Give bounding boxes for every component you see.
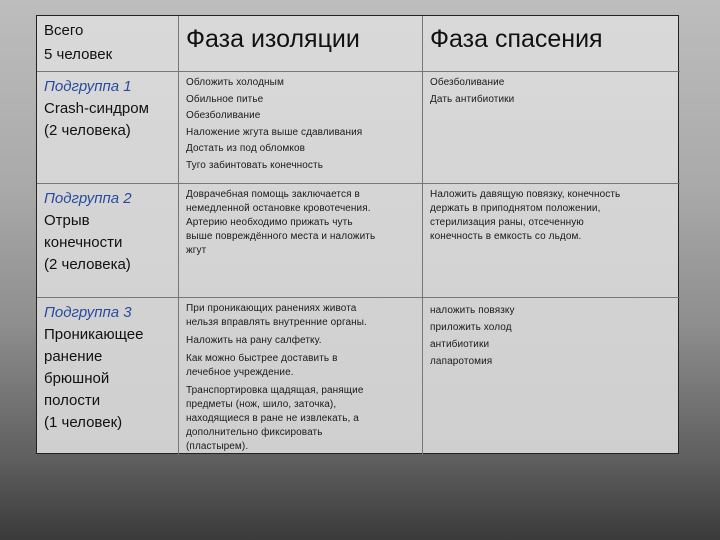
group-count: (2 человека) xyxy=(44,122,131,139)
isolation-item: Достать из под обломков xyxy=(186,143,306,154)
group-desc: Проникающее xyxy=(44,326,144,343)
isolation-text-line: находящиеся в ране не извлекать, а xyxy=(186,413,359,424)
row-3-isolation xyxy=(179,298,423,455)
rescue-text-line: конечность в емкость со льдом. xyxy=(430,231,582,242)
total-label: Всего xyxy=(44,22,84,39)
subgroup-label: Подгруппа 3 xyxy=(44,304,132,321)
isolation-item: Обложить холодным xyxy=(186,77,284,88)
group-desc: конечности xyxy=(44,234,123,251)
treatment-table xyxy=(36,15,679,454)
rescue-text-line: стерилизация раны, отсеченную xyxy=(430,217,584,228)
isolation-item: Туго забинтовать конечность xyxy=(186,159,324,171)
group-desc: ранение xyxy=(44,348,103,365)
isolation-text-line: Артерию необходимо прижать чуть xyxy=(186,217,353,228)
group-count: (2 человека) xyxy=(44,256,131,273)
total-count: 5 человек xyxy=(44,46,113,63)
isolation-text-line: Транспортировка щадящая, ранящие xyxy=(186,385,364,396)
isolation-text-line: немедленной остановке кровотечения. xyxy=(186,203,371,214)
group-desc: брюшной xyxy=(44,370,110,387)
row-3-group xyxy=(37,298,179,455)
isolation-text-line: нельзя вправлять внутренние органы. xyxy=(186,317,367,328)
rescue-item: приложить холод xyxy=(430,322,512,333)
isolation-text-line: дополнительно фиксировать xyxy=(186,427,323,438)
row-1-rescue xyxy=(423,72,680,184)
group-desc: полости xyxy=(44,392,101,409)
rescue-item: наложить повязку xyxy=(430,305,515,316)
isolation-text-line: Как можно быстрее доставить в xyxy=(186,353,338,364)
row-2-rescue xyxy=(423,184,680,298)
row-2-group xyxy=(37,184,179,298)
header-rescue: Фаза спасения xyxy=(423,16,680,72)
group-desc: Crash-синдром xyxy=(44,100,149,117)
isolation-item: Обильное питье xyxy=(186,93,264,105)
row-3-rescue xyxy=(423,298,680,455)
group-count: (1 человек) xyxy=(44,414,123,431)
isolation-text-line: выше повреждённого места и наложить xyxy=(186,231,376,242)
isolation-text-line: лечебное учреждение. xyxy=(186,367,294,378)
isolation-text-line: Доврачебная помощь заключается в xyxy=(186,189,360,200)
row-2-isolation xyxy=(179,184,423,298)
subgroup-label: Подгруппа 1 xyxy=(44,78,132,95)
rescue-item: лапаротомия xyxy=(430,356,493,367)
rescue-text-line: Наложить давящую повязку, конечность xyxy=(430,189,621,200)
subgroup-label: Подгруппа 2 xyxy=(44,190,132,207)
isolation-item: Наложение жгута выше сдавливания xyxy=(186,126,363,138)
rescue-item: антибиотики xyxy=(430,339,490,350)
isolation-item: Обезболивание xyxy=(186,110,261,121)
isolation-text-line: При проникающих ранениях живота xyxy=(186,303,357,314)
isolation-text-line: предметы (нож, шило, заточка), xyxy=(186,399,337,410)
header-isolation: Фаза изоляции xyxy=(179,16,423,72)
row-1-group xyxy=(37,72,179,184)
isolation-text-line: Наложить на рану салфетку. xyxy=(186,335,322,346)
row-1-isolation xyxy=(179,72,423,184)
group-desc: Отрыв xyxy=(44,212,90,229)
isolation-text-line: жгут xyxy=(186,245,207,256)
rescue-item: Обезболивание xyxy=(430,77,505,88)
rescue-item: Дать антибиотики xyxy=(430,93,515,105)
isolation-text-line: (пластырем). xyxy=(186,441,249,452)
rescue-text-line: держать в приподнятом положении, xyxy=(430,203,601,214)
total-cell xyxy=(37,16,179,72)
